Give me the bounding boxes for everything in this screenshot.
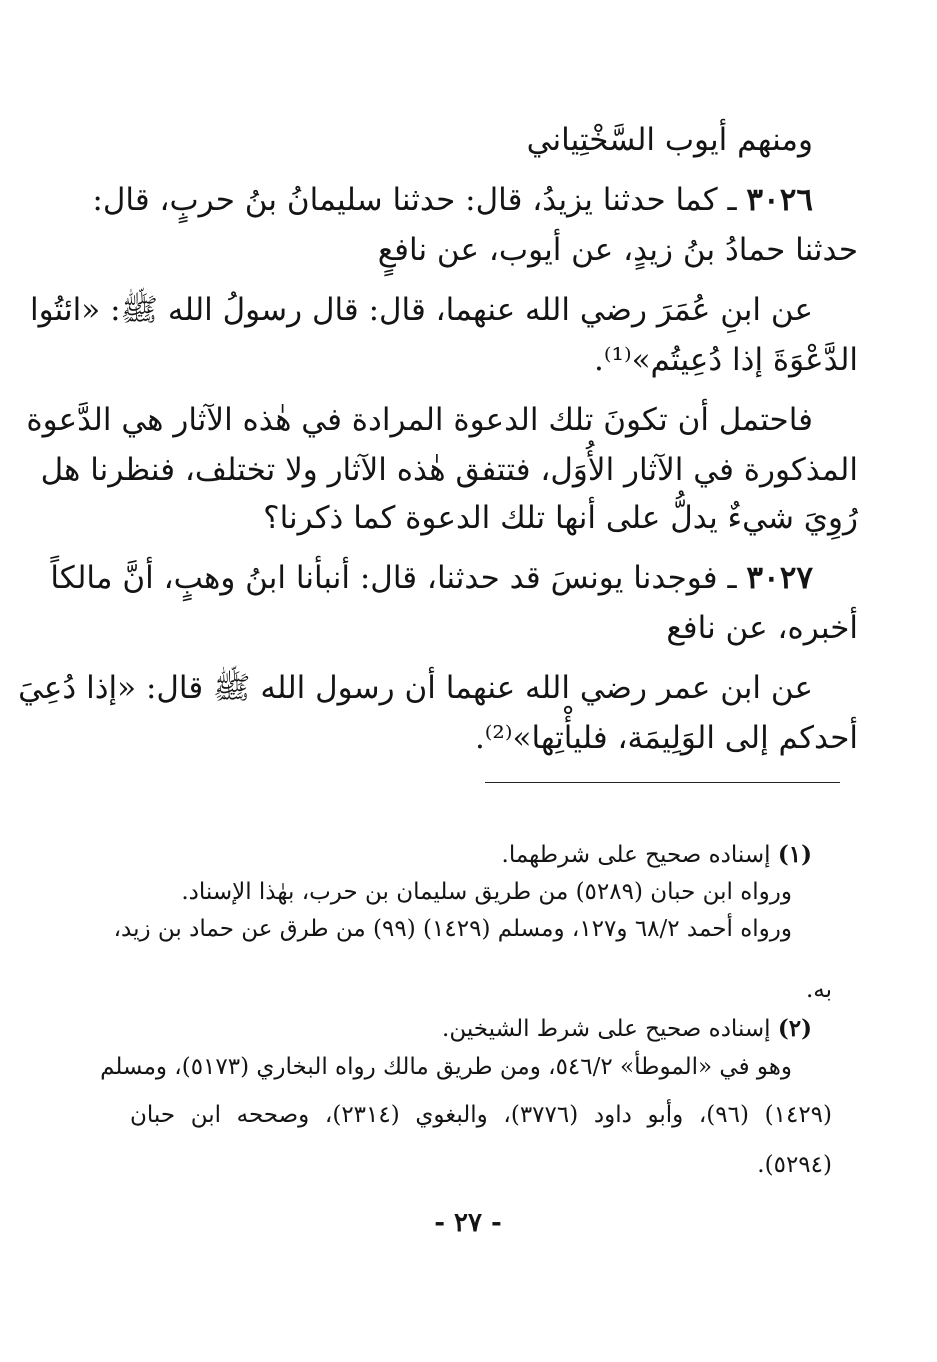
footnote-2-line-3: (١٤٢٩) (٩٦)، وأبو داود (٣٧٧٦)، والبغوي (٢٣١٤)، وصححه ابن حبان [130, 1102, 833, 1128]
commentary-line-1: فاحتمل أن تكونَ تلك الدعوة المرادة في هٰذه الآثار هي الدَّعوة [26, 402, 813, 438]
footnote-2-line-1 [420, 1012, 812, 1046]
commentary-line-2: المذكورة في الآثار الأُوَل، فتتفق هٰذه الآثار ولا تختلف، فنظرنا هل [40, 452, 858, 488]
section-heading: ومنهم أيوب السَّخْتِياني [526, 122, 813, 158]
hadith-number: ٣٠٢٦ [746, 182, 813, 218]
hadith-3026-line-2: حدثنا حمادُ بنُ زيدٍ، عن أيوب، عن نافعٍ [377, 232, 858, 268]
hadith-3026-line-1 [92, 178, 813, 222]
hadith-text: ـ كما حدثنا يزيدُ، قال: حدثنا سليمانُ بنُ حربٍ، قال: [92, 182, 747, 218]
hadith-text: ـ فوجدنا يونسَ قد حدثنا، قال: أنبأنا ابنُ وهبٍ، أنَّ مالكاً [50, 560, 747, 596]
hadith-number: ٣٠٢٧ [746, 560, 813, 596]
footnote-marker: (١) [777, 841, 812, 868]
footnote-1-line-3: ورواه أحمد ٦٨/٢ و١٢٧، ومسلم (١٤٢٩) (٩٩) من طرق عن حماد بن زيد، [113, 916, 792, 942]
footnote-1-line-4: به. [805, 977, 832, 1003]
footnote-1-line-2: ورواه ابن حبان (٥٢٨٩) من طريق سليمان بن حرب، بهٰذا الإسناد. [181, 879, 792, 905]
page-number: - ٢٧ - [434, 1208, 502, 1238]
footnote-1-line-1 [480, 838, 812, 872]
commentary-line-3: رُوِيَ شيءٌ يدلُّ على أنها تلك الدعوة كما ذكرنا؟ [263, 500, 858, 536]
footnote-separator [485, 782, 840, 783]
footnote-text: إسناده صحيح على شرطهما. [501, 842, 778, 868]
hadith-3027-line-2: أخبره، عن نافع [666, 610, 858, 646]
footnote-2-line-2: وهو في «الموطأ» ٥٤٦/٢، ومن طريق مالك رواه البخاري (٥١٧٣)، ومسلم [100, 1054, 792, 1080]
hadith-3027-line-3: عن ابن عمر رضي الله عنهما أن رسول الله ﷺ قال: «إذا دُعِيَ [18, 670, 813, 706]
hadith-3026-line-3: عن ابنِ عُمَرَ رضي الله عنهما، قال: قال رسولُ الله ﷺ: «ائتُوا [30, 292, 813, 328]
footnote-marker: (٢) [777, 1015, 812, 1042]
hadith-3027-line-1 [50, 556, 813, 600]
hadith-3026-line-4: الدَّعْوَةَ إذا دُعِيتُم»⁽¹⁾. [594, 342, 858, 378]
footnote-2-line-4: (٥٢٩٤). [757, 1152, 832, 1178]
footnote-text: إسناده صحيح على شرط الشيخين. [442, 1016, 778, 1042]
hadith-3027-line-4: أحدكم إلى الوَلِيمَة، فليأْتِها»⁽²⁾. [474, 720, 858, 756]
